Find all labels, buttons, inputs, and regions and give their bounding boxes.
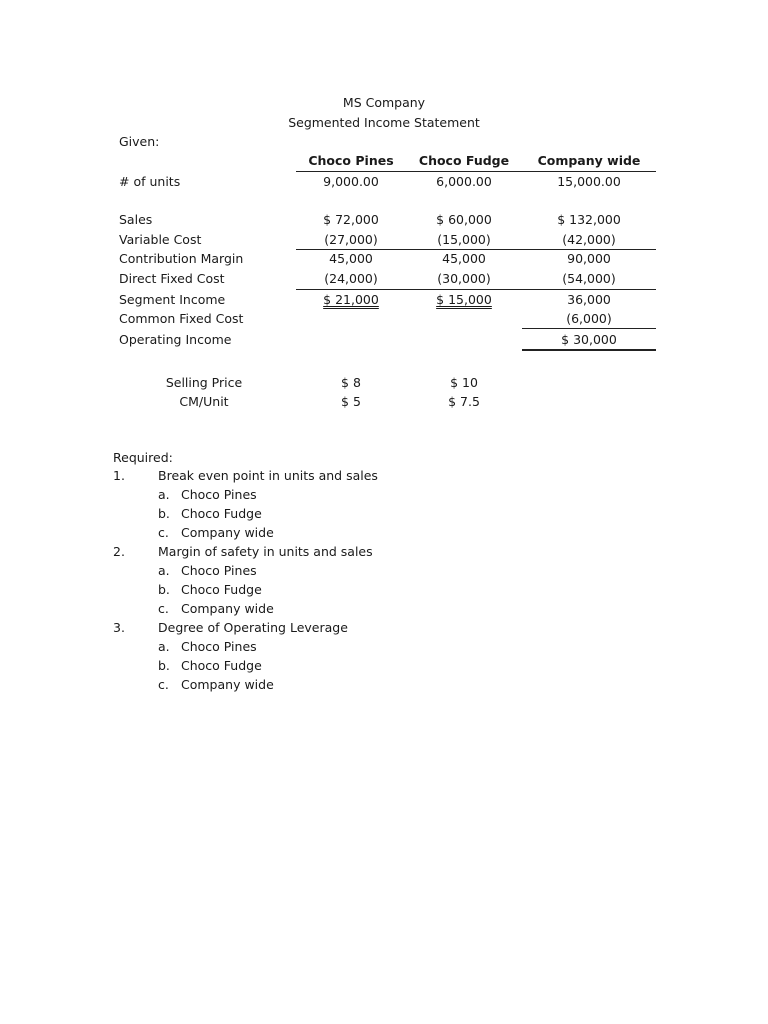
cell-variable-cost-choco-pines: (27,000): [324, 232, 378, 247]
direct-fixed-cost-rule: [296, 289, 656, 290]
required-item-2-number: 2.: [113, 544, 125, 559]
required-item-1b-text: Choco Fudge: [181, 506, 262, 521]
required-item-3-number: 3.: [113, 620, 125, 635]
variable-cost-rule: [296, 249, 656, 250]
statement-title: Segmented Income Statement: [288, 115, 480, 130]
cm-unit-choco-pines: $ 5: [341, 394, 361, 409]
cell-common-fixed-cost-company-wide: (6,000): [566, 311, 612, 326]
required-item-2c-text: Company wide: [181, 601, 274, 616]
cell-direct-fixed-cost-company-wide: (54,000): [562, 271, 616, 286]
selling-price-label: Selling Price: [165, 375, 243, 390]
cell-contribution-margin-choco-fudge: 45,000: [442, 251, 486, 266]
units-choco-pines: 9,000.00: [323, 174, 379, 189]
required-item-2-text: Margin of safety in units and sales: [158, 544, 373, 559]
required-item-2a-letter: a.: [158, 563, 170, 578]
column-header-company-wide: Company wide: [537, 153, 641, 168]
cell-segment-income-company-wide: 36,000: [567, 292, 611, 307]
row-label-sales: Sales: [119, 212, 153, 227]
row-label-segment-income: Segment Income: [119, 292, 226, 307]
row-label-direct-fixed-cost: Direct Fixed Cost: [119, 271, 225, 286]
cell-operating-income-company-wide: $ 30,000: [561, 332, 617, 347]
required-item-3c-text: Company wide: [181, 677, 274, 692]
required-item-1b-letter: b.: [158, 506, 170, 521]
row-label-operating-income: Operating Income: [119, 332, 232, 347]
company-name: MS Company: [342, 95, 426, 110]
cell-variable-cost-choco-fudge: (15,000): [437, 232, 491, 247]
cell-sales-company-wide: $ 132,000: [557, 212, 621, 227]
required-item-2b-text: Choco Fudge: [181, 582, 262, 597]
required-item-3c-letter: c.: [158, 677, 169, 692]
column-header-choco-pines: Choco Pines: [308, 153, 394, 168]
cell-variable-cost-company-wide: (42,000): [562, 232, 616, 247]
units-company-wide: 15,000.00: [557, 174, 621, 189]
required-label: Required:: [113, 450, 173, 465]
selling-price-choco-pines: $ 8: [341, 375, 361, 390]
required-item-3a-letter: a.: [158, 639, 170, 654]
cell-segment-income-choco-pines-wrap: [296, 292, 406, 308]
cell-sales-choco-fudge: $ 60,000: [436, 212, 492, 227]
required-item-3a-text: Choco Pines: [181, 639, 257, 654]
required-item-2a-text: Choco Pines: [181, 563, 257, 578]
required-item-3b-text: Choco Fudge: [181, 658, 262, 673]
cell-contribution-margin-choco-pines: 45,000: [329, 251, 373, 266]
selling-price-choco-fudge: $ 10: [450, 375, 478, 390]
cm-unit-choco-fudge: $ 7.5: [448, 394, 480, 409]
required-item-1c-text: Company wide: [181, 525, 274, 540]
row-label-variable-cost: Variable Cost: [119, 232, 202, 247]
cell-direct-fixed-cost-choco-fudge: (30,000): [437, 271, 491, 286]
required-item-1-number: 1.: [113, 468, 125, 483]
required-item-1a-text: Choco Pines: [181, 487, 257, 502]
cm-unit-label: CM/Unit: [179, 394, 229, 409]
row-label-contribution-margin: Contribution Margin: [119, 251, 244, 266]
column-header-choco-fudge: Choco Fudge: [418, 153, 510, 168]
units-choco-fudge: 6,000.00: [436, 174, 492, 189]
required-item-2b-letter: b.: [158, 582, 170, 597]
cell-sales-choco-pines: $ 72,000: [323, 212, 379, 227]
required-item-3b-letter: b.: [158, 658, 170, 673]
required-item-2c-letter: c.: [158, 601, 169, 616]
header-rule: [296, 171, 656, 172]
cell-segment-income-choco-fudge-wrap: [408, 292, 520, 308]
cell-segment-income-choco-pines: $ 21,000: [323, 292, 379, 307]
cell-contribution-margin-company-wide: 90,000: [567, 251, 611, 266]
common-fixed-cost-rule: [522, 328, 656, 329]
required-item-1a-letter: a.: [158, 487, 170, 502]
required-item-3-text: Degree of Operating Leverage: [158, 620, 348, 635]
operating-income-double-rule: [522, 349, 656, 351]
row-label-common-fixed-cost: Common Fixed Cost: [119, 311, 244, 326]
units-label: # of units: [119, 174, 181, 189]
given-label: Given:: [119, 134, 160, 149]
cell-segment-income-choco-fudge: $ 15,000: [436, 292, 492, 307]
required-item-1-text: Break even point in units and sales: [158, 468, 378, 483]
required-item-1c-letter: c.: [158, 525, 169, 540]
cell-direct-fixed-cost-choco-pines: (24,000): [324, 271, 378, 286]
